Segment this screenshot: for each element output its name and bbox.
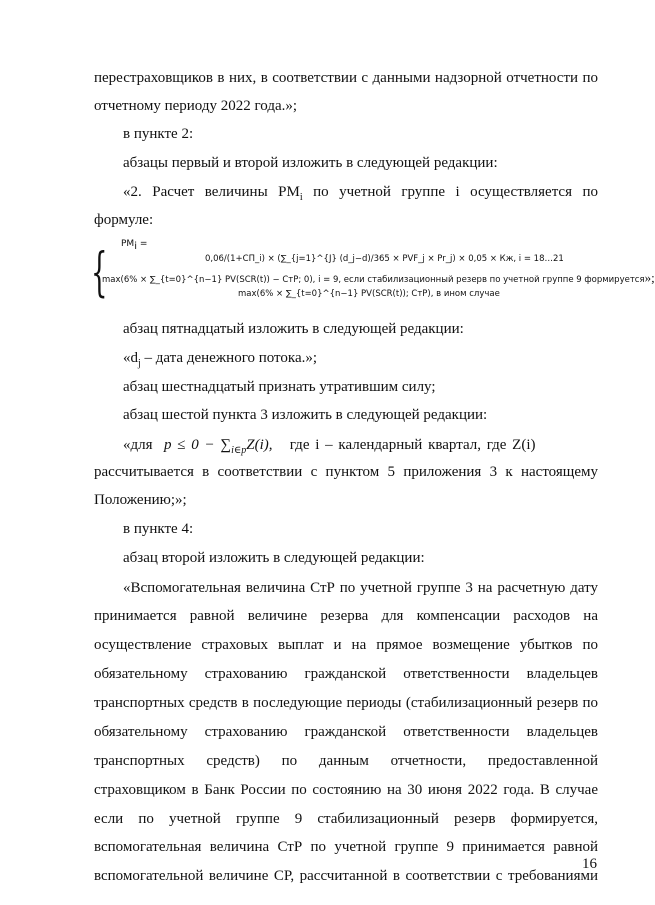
formula-row-3: max(6% × ∑_{t=0}^{n−1} PV(SCR(t)); СтР), в ином случае	[238, 289, 500, 299]
math-run: Z(i),	[246, 437, 273, 453]
paragraph-line: в пункте 2:	[123, 126, 194, 142]
formula-row-2-text: max(6% × ∑_{t=0}^{n−1} PV(SCR(t)) − СтР; 0), i = 9, если стабилизационный резерв по учетной группе 9 формируется	[102, 275, 645, 285]
subscript: i	[299, 192, 303, 203]
subscript: j	[138, 358, 141, 369]
paragraph-line	[123, 183, 598, 207]
paragraph-line: в пункте 4:	[123, 521, 194, 537]
paragraph-line: вспомогательной величине СР, рассчитанной в соответствии с требованиями	[94, 868, 598, 884]
paragraph-line: рассчитывается в соответствии с пунктом 5 приложения 3 к настоящему	[94, 464, 598, 480]
formula-lhs-eq: =	[136, 239, 148, 249]
paragraph-line: абзацы первый и второй изложить в следующей редакции:	[123, 155, 498, 171]
paragraph-line: обязательному страхованию гражданской ответственности владельцев	[94, 666, 598, 682]
paragraph-line: вспомогательная величина СтР по учетной группе 9 принимается равной	[94, 839, 598, 855]
paragraph-line: абзац пятнадцатый изложить в следующей редакции:	[123, 321, 464, 337]
paragraph-line: обязательному страхованию гражданской ответственности владельцев	[94, 724, 598, 740]
math-sub: i∈p	[231, 445, 247, 456]
text-run: по учетной группе i осуществляется по	[302, 184, 598, 200]
text-run: «2. Расчет величины PM	[123, 184, 300, 200]
paragraph-line: страховщиком в Банк России по состоянию на 30 июня 2022 года. В случае	[94, 782, 598, 798]
paragraph-line: абзац шестой пункта 3 изложить в следующей редакции:	[123, 407, 488, 423]
paragraph-line: осуществление страховых выплат и на прямое возмещение убытков по	[94, 637, 598, 653]
paragraph-line: отчетному периоду 2022 года.»;	[94, 98, 298, 114]
paragraph-line	[123, 436, 598, 460]
formula-row-1: 0,06/(1+CΠ_i) × (∑_{j=1}^{J} (d_j−d)/365 × PVF_j × Pr_j) × 0,05 × Кж, i = 18…21	[205, 254, 564, 264]
paragraph-line: если по учетной группе 9 стабилизационный резерв формируется,	[94, 811, 598, 827]
text-run: «для	[123, 437, 153, 453]
paragraph-line: Положению;»;	[94, 492, 187, 508]
text-run: где i – календарный квартал, где Z(i)	[289, 437, 536, 453]
text-run: «d	[123, 350, 138, 366]
formula-lhs-text: PM	[121, 239, 135, 249]
paragraph-line: формуле:	[94, 212, 154, 228]
paragraph-line: «Вспомогательная величина СтР по учетной группе 3 на расчетную дату	[123, 580, 598, 596]
formula-lhs-sub: i	[134, 240, 137, 252]
formula-row-2	[102, 272, 655, 286]
formula-row-2-end: »;	[644, 270, 655, 285]
paragraph-line: перестраховщиков в них, в соответствии с данными надзорной отчетности по	[94, 70, 598, 86]
paragraph-line: принимается равной величине резерва для компенсации расходов на	[94, 608, 598, 624]
formula-lhs	[121, 239, 147, 252]
paragraph-line: транспортных средств) по данным отчетности, предоставленной	[94, 753, 598, 769]
page-number: 16	[582, 856, 597, 872]
left-brace: {	[91, 243, 108, 303]
paragraph-line	[123, 349, 598, 373]
text-run: – дата денежного потока.»;	[140, 350, 318, 366]
paragraph-line: абзац шестнадцатый признать утратившим силу;	[123, 379, 436, 395]
paragraph-line: абзац второй изложить в следующей редакции:	[123, 550, 425, 566]
math-run: p ≤ 0 − ∑	[164, 437, 232, 453]
paragraph-line: транспортных средств в последующие периоды (стабилизационный резерв по	[94, 695, 598, 711]
